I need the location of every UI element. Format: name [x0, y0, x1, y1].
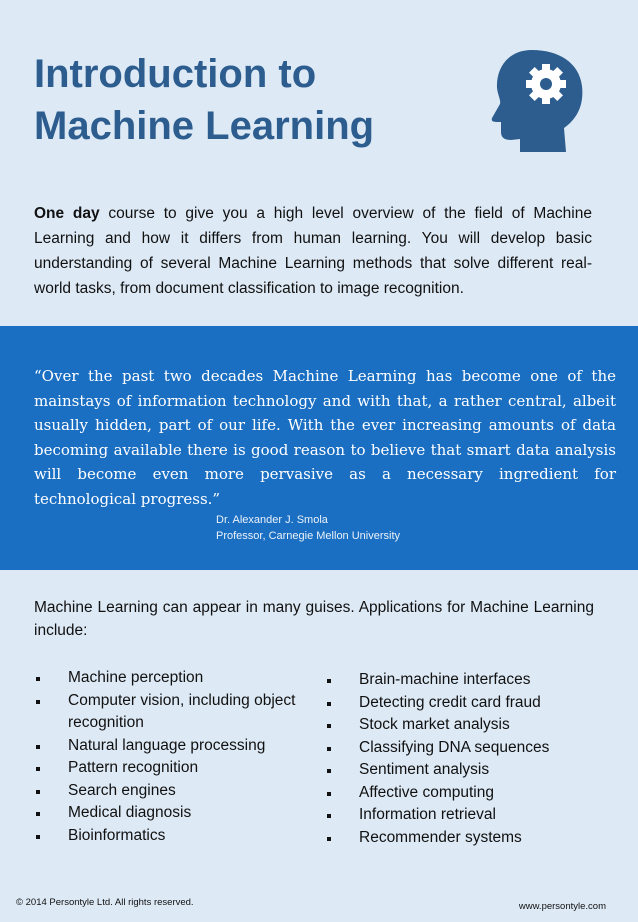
title-line-2: Machine Learning — [34, 104, 375, 148]
quote-section — [0, 326, 638, 570]
applications-intro: Machine Learning can appear in many guises. Applications for Machine Learning include: — [34, 599, 594, 639]
course-description — [34, 201, 592, 301]
list-item: Natural language processing — [34, 735, 324, 758]
description-lead: One day — [34, 205, 100, 222]
list-item: Information retrieval — [325, 804, 615, 827]
applications-list-left — [34, 667, 324, 847]
list-item: Brain-machine interfaces — [325, 669, 615, 692]
applications-list-right — [325, 669, 615, 849]
list-item: Machine perception — [34, 667, 324, 690]
list-item: Sentiment analysis — [325, 759, 615, 782]
list-item: Detecting credit card fraud — [325, 692, 615, 715]
list-item: Stock market analysis — [325, 714, 615, 737]
title-line-1: Introduction to — [34, 52, 317, 96]
list-item: Pattern recognition — [34, 757, 324, 780]
list-item: Affective computing — [325, 782, 615, 805]
list-item: Bioinformatics — [34, 825, 324, 848]
quote-attribution — [216, 512, 400, 544]
website-link[interactable]: www.persontyle.com — [518, 901, 606, 912]
quote-author: Dr. Alexander J. Smola — [216, 514, 328, 526]
head-gear-icon — [488, 44, 588, 154]
page-title — [34, 48, 474, 152]
header-section — [0, 0, 638, 326]
quote-affiliation: Professor, Carnegie Mellon University — [216, 530, 401, 542]
quote-text: “Over the past two decades Machine Learning has become one of the mainstays of information technology and with that, a rather central, albeit usually hidden, part of our life. With the ever increasing amounts of data becoming available there is good reason to believe that smart data analysis will become even more pervasive as a necessary ingredient for technological progress.” — [34, 367, 616, 508]
list-item: Classifying DNA sequences — [325, 737, 615, 760]
list-item: Computer vision, including object recognition — [34, 690, 324, 735]
list-item: Search engines — [34, 780, 324, 803]
list-item: Medical diagnosis — [34, 802, 324, 825]
description-text: course to give you a high level overview of the field of Machine Learning and how it differs from human learning. You will develop basic understanding of several Machine Learning methods that solve different real-world tasks, from document classification to image recognition. — [34, 205, 592, 297]
list-item: Recommender systems — [325, 827, 615, 850]
copyright-notice: © 2014 Persontyle Ltd. All rights reserved. — [16, 897, 194, 908]
